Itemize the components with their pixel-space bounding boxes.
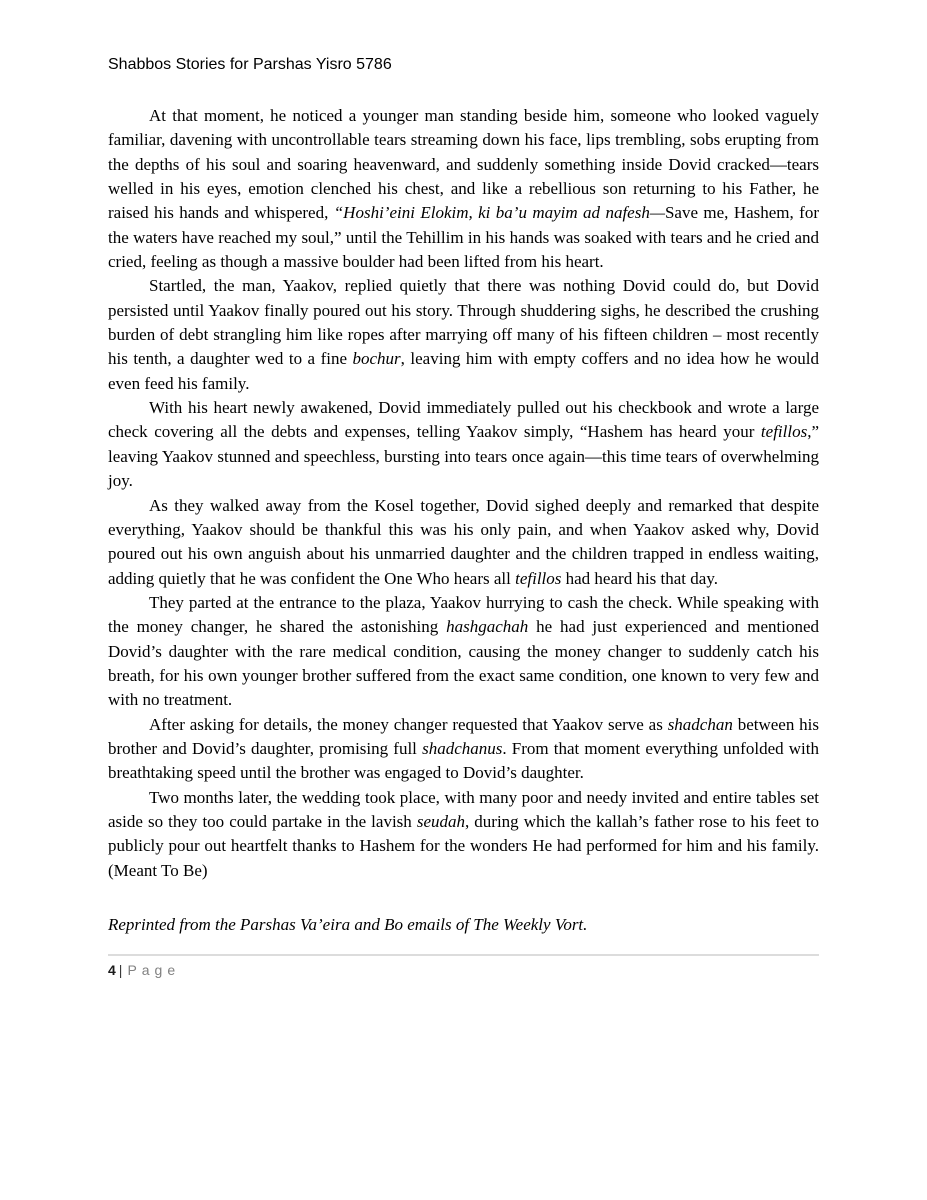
text-run: They parted at the entrance to the plaza, Yaakov hurrying to cash the check. While speaking with the money changer, he shared the astonishing — [108, 592, 819, 637]
text-run: With his heart newly awakened, Dovid immediately pulled out his checkbook and wrote a large check covering all the debts and expenses, telling Yaakov simply, “Hashem has heard your — [108, 398, 819, 442]
italic-run: hashgachah — [446, 617, 529, 637]
italic-run: “Hoshi’eini Elokim, ki ba’u mayim ad nafesh— — [333, 203, 665, 223]
italic-run: tefillos — [760, 422, 808, 442]
story-paragraph — [108, 713, 819, 786]
italic-run: shadchan — [667, 714, 733, 734]
text-run: Two months later, the wedding took place, with many poor and needy invited and entire tables set aside so they too could partake in the lavish — [108, 787, 819, 831]
story-paragraph — [108, 396, 819, 493]
attribution-line: Reprinted from the Parshas Va’eira and Bo emails of The Weekly Vort. — [108, 915, 588, 934]
text-run: , leaving him with empty coffers and no idea how he would even feed his family. — [108, 349, 820, 393]
text-run: Save me, Hashem, for the waters have reached my soul,” until the Tehillim in his hands was soaked with tears and he cried and cried, feeling as though a massive boulder had been lifted from his heart. — [108, 203, 819, 272]
pipe-separator: | — [118, 962, 123, 978]
text-run: had heard his that day. — [561, 568, 718, 588]
story-paragraph — [108, 104, 819, 274]
page-word: Page — [127, 962, 181, 978]
text-run: Startled, the man, Yaakov, replied quietly that there was nothing Dovid could do, but Dovid persisted until Yaakov finally poured out his story. Through shuddering sighs, he described the crushing burden of debt strangling him like ropes after marrying off many of his fifteen children – most recently his tenth, a daughter wed to a fine — [108, 276, 819, 369]
text-run: , during which the kallah’s father rose to his feet to publicly pour out heartfelt thanks to Hashem for the wonders He had performed for him and his family. (Meant To Be) — [108, 811, 819, 880]
italic-run: seudah — [416, 811, 465, 831]
footer-divider — [108, 954, 819, 956]
page-footer — [108, 962, 819, 979]
text-run: between his brother and Dovid’s daughter, promising full — [108, 714, 819, 758]
page-header-title: Shabbos Stories for Parshas Yisro 5786 — [108, 56, 392, 73]
italic-run: shadchanus — [422, 738, 503, 758]
story-paragraph — [108, 494, 819, 591]
text-run: ,” leaving Yaakov stunned and speechless, bursting into tears once again—this time tears of overwhelming joy. — [108, 422, 819, 491]
page-header — [108, 55, 392, 74]
italic-run: tefillos — [515, 568, 562, 588]
story-paragraph — [108, 786, 819, 883]
text-run: After asking for details, the money changer requested that Yaakov serve as — [149, 714, 668, 734]
story-paragraph — [108, 274, 819, 396]
text-run: he had just experienced and mentioned Dovid’s daughter with the rare medical condition, causing the money changer to suddenly catch his breath, for his own younger brother suffered from the exact same condition, one known to very few and with no treatment. — [108, 617, 819, 710]
document-body — [108, 104, 819, 979]
page-number: 4 — [108, 962, 116, 978]
italic-run: bochur — [352, 349, 401, 369]
text-run: As they walked away from the Kosel together, Dovid sighed deeply and remarked that despite everything, Yaakov should be thankful this was his only pain, and when Yaakov asked why, Dovid poured out his own anguish about his unmarried daughter and the children trapped in endless waiting, adding quietly that he was confident the One Who hears all — [108, 495, 819, 588]
text-run: . From that moment everything unfolded with breathtaking speed until the brother was engaged to Dovid’s daughter. — [108, 738, 819, 783]
story-paragraph — [108, 591, 819, 713]
text-run: At that moment, he noticed a younger man standing beside him, someone who looked vaguely familiar, davening with uncontrollable tears streaming down his face, lips trembling, sobs erupting from the depths of his soul and soaring heavenward, and suddenly something inside Dovid cracked—tears welled in his eyes, emotion clenched his chest, and like a rebellious son returning to his Father, he raised his hands and whispered, — [108, 106, 819, 223]
